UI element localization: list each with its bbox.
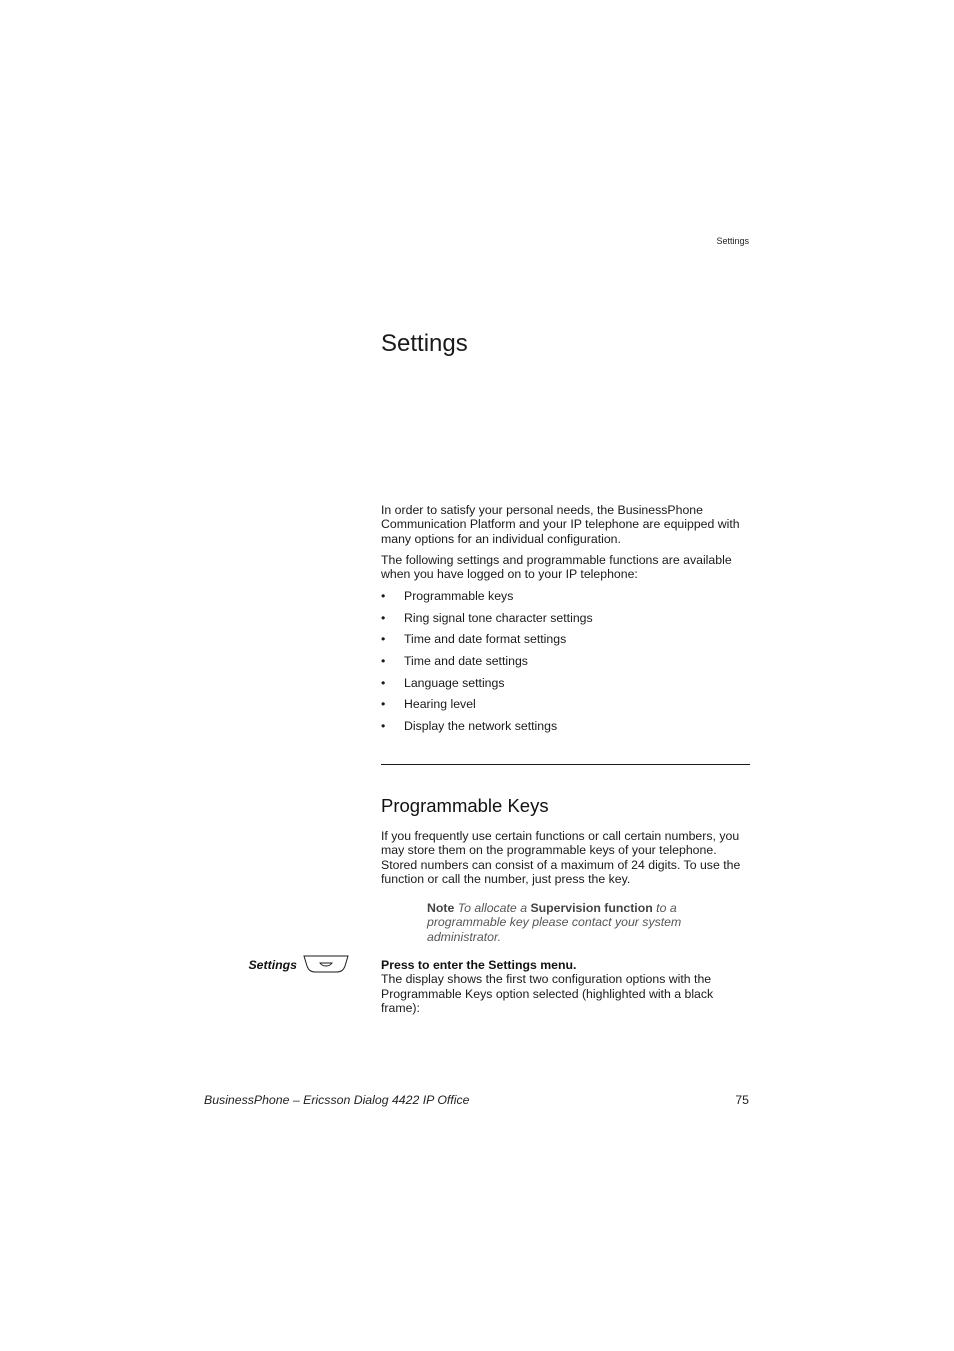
list-item-text: Time and date format settings [404, 632, 567, 647]
bullet-icon: • [381, 675, 386, 690]
footer-title: BusinessPhone – Ericsson Dialog 4422 IP Office [204, 1093, 470, 1107]
list-item [381, 589, 593, 611]
list-item-text: Programmable keys [404, 589, 514, 603]
bullet-icon: • [381, 654, 386, 669]
step-command: Press to enter the Settings menu. [381, 958, 577, 972]
intro-paragraph-1 [381, 503, 753, 546]
section-body-text: If you frequently use certain functions or call certain numbers, you may store them on the programmable keys of your telephone. Stored numbers can consist of a maximum of 24 digits. To use the function or call the number, just press the key. [381, 829, 741, 887]
bullet-icon: • [381, 697, 386, 712]
section-body [381, 829, 753, 887]
section-title: Programmable Keys [381, 795, 549, 816]
list-item [381, 654, 593, 676]
intro-paragraph-2-text: The following settings and programmable functions are available when you have logged on to your IP telephone: [381, 553, 732, 582]
note-text-before: To allocate a [457, 901, 528, 915]
note-text-after: to a programmable key please contact your system administrator. [427, 901, 682, 944]
page-title: Settings [381, 330, 468, 357]
intro-paragraph-2 [381, 553, 753, 582]
list-item-text: Hearing level [404, 697, 476, 712]
list-item-text: Language settings [404, 675, 505, 690]
step-instruction [381, 958, 753, 1016]
list-item [381, 632, 593, 654]
page-number: 75 [735, 1093, 749, 1107]
section-divider [381, 764, 750, 765]
settings-list [381, 589, 593, 741]
list-item [381, 676, 593, 698]
note-emphasis: Supervision function [530, 901, 653, 915]
bullet-icon: • [381, 632, 386, 647]
list-item [381, 719, 593, 741]
bullet-icon: • [381, 589, 386, 603]
bullet-icon: • [381, 610, 386, 625]
list-item [381, 611, 593, 633]
list-item-text: Time and date settings [404, 654, 528, 669]
list-item [381, 697, 593, 719]
running-head: Settings [716, 236, 749, 246]
intro-paragraph-1-text: In order to satisfy your personal needs, the BusinessPhone Communication Platform and your IP telephone are equipped with many options for an individual configuration. [381, 503, 740, 546]
bullet-icon: • [381, 719, 386, 734]
note-label: Note [427, 901, 455, 915]
note-box [427, 901, 727, 944]
step-description: The display shows the first two configuration options with the Programmable Keys option selected (highlighted with a black frame): [381, 972, 714, 1016]
list-item-text: Display the network settings [404, 719, 558, 734]
soft-key-icon [303, 954, 349, 974]
list-item-text: Ring signal tone character settings [404, 610, 593, 625]
step-label: Settings [248, 958, 297, 972]
